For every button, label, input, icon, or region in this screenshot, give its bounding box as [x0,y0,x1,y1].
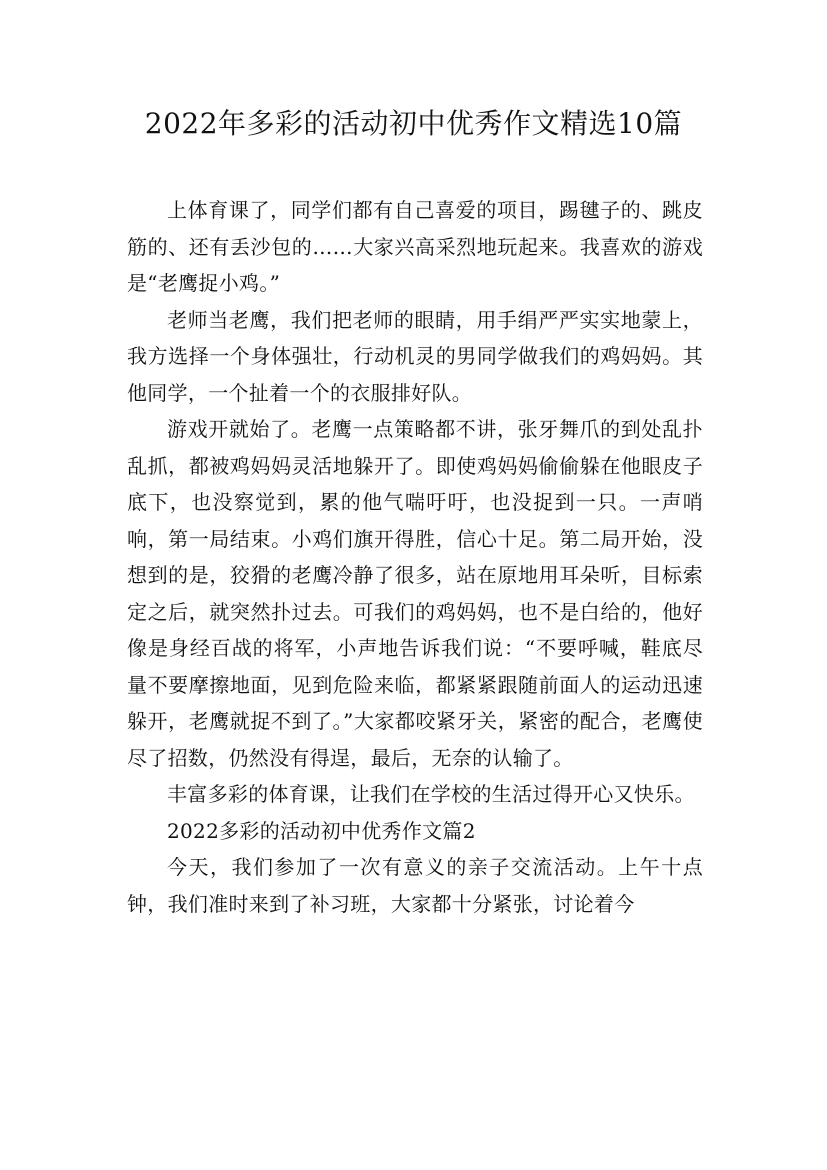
paragraph: 今天，我们参加了一次有意义的亲子交流活动。上午十点钟，我们准时来到了补习班，大家都十分紧张，讨论着今 [127,855,703,916]
paragraph: 游戏开就始了。老鹰一点策略都不讲，张牙舞爪的到处乱扑乱抓，都被鸡妈妈灵活地躲开了。即使鸡妈妈偷偷躲在他眼皮子底下，也没察觉到，累的他气喘吁吁，也没捉到一只。一声哨响，第一局结束。小鸡们旗开得胜，信心十足。第二局开始，没想到的是，狡猾的老鹰冷静了很多，站在原地用耳朵听，目标索定之后，就突然扑过去。可我们的鸡妈妈，也不是白给的，他好像是身经百战的将军，小声地告诉我们说：“不要呼喊，鞋底尽量不要摩擦地面，见到危险来临，都紧紧跟随前面人的运动迅速躲开，老鹰就捉不到了。”大家都咬紧牙关，紧密的配合，老鹰使尽了招数，仍然没有得逞，最后，无奈的认输了。 [127,417,703,770]
section-heading: 2022多彩的活动初中优秀作文篇2 [167,818,476,843]
document-body [127,192,703,922]
document-title: 2022年多彩的活动初中优秀作文精选10篇 [144,107,683,140]
paragraph: 丰富多彩的体育课，让我们在学校的生活过得开心又快乐。 [167,782,695,806]
paragraph: 老师当老鹰，我们把老师的眼睛，用手绢严严实实地蒙上，我方选择一个身体强壮，行动机灵的男同学做我们的鸡妈妈。其他同学，一个扯着一个的衣服排好队。 [127,307,703,405]
paragraph: 上体育课了，同学们都有自己喜爱的项目，踢毽子的、跳皮筋的、还有丢沙包的……大家兴高采烈地玩起来。我喜欢的游戏是“老鹰捉小鸡。” [127,198,703,295]
